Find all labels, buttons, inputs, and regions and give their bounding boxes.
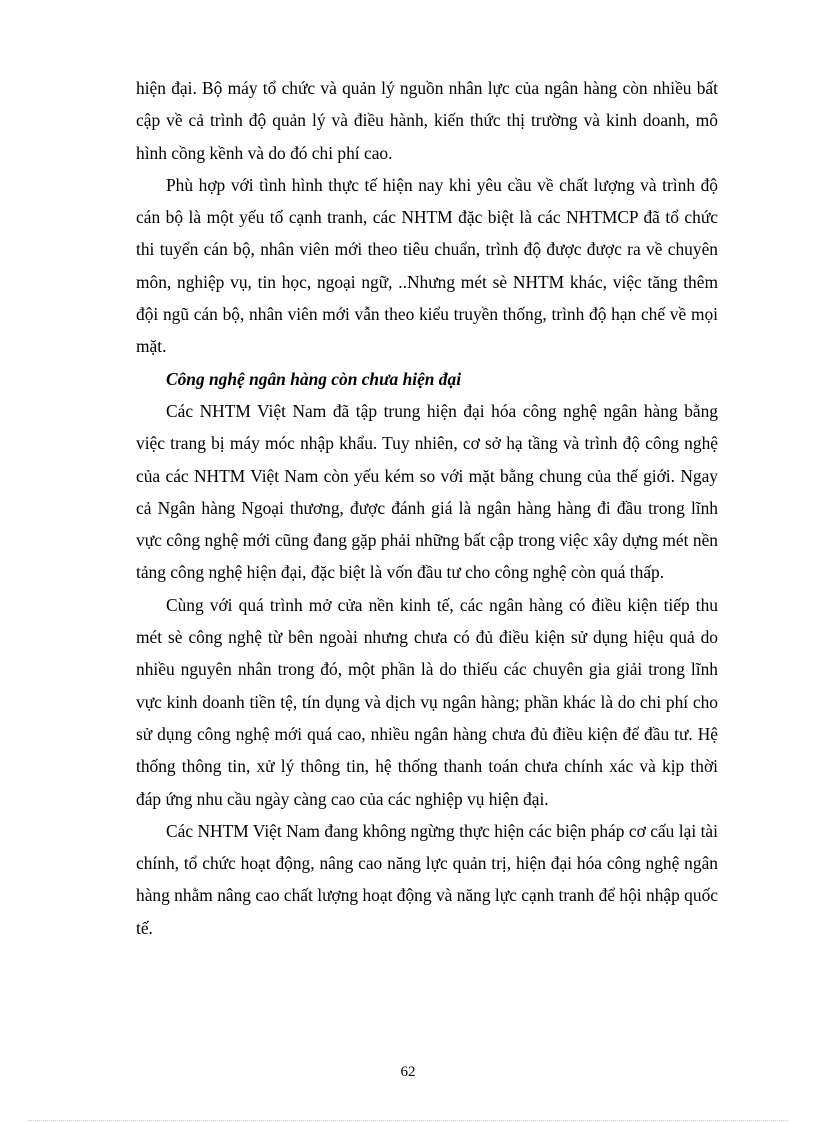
paragraph-restructuring: Các NHTM Việt Nam đang không ngừng thực hiện các biện pháp cơ cấu lại tài chính, tổ chức hoạt động, nâng cao năng lực quản trị, hiện đại hóa công nghệ ngân hàng nhằm nâng cao chất lượng hoạt động và năng lực cạnh tranh để hội nhập quốc tế. — [136, 820, 718, 938]
paragraph-staff-qualification: Phù hợp với tình hình thực tế hiện nay khi yêu cầu về chất lượng và trình độ cán bộ là một yếu tố cạnh tranh, các NHTM đặc biệt là các NHTMCP đã tổ chức thi tuyển cán bộ, nhân viên mới theo tiêu chuẩn, trình độ được được ra về chuyên môn, nghiệp vụ, tin học, ngoại ngữ, ..Nhưng mét sè NHTM khác, việc tăng thêm đội ngũ cán bộ, nhân viên mới vẫn theo kiểu truyền thống, trình độ hạn chế về mọi mặt. — [136, 174, 718, 357]
page-bottom-divider — [28, 1120, 788, 1121]
section-heading-technology: Công nghệ ngân hàng còn chưa hiện đại — [166, 368, 462, 389]
paragraph-continued: hiện đại. Bộ máy tổ chức và quản lý nguồn nhân lực của ngân hàng còn nhiều bất cập về cả trình độ quản lý và điều hành, kiến thức thị trường và kinh doanh, mô hình cồng kềnh và do đó chi phí cao. — [136, 78, 718, 163]
page-number: 62 — [400, 1064, 416, 1080]
page-body — [136, 72, 718, 944]
paragraph-technology-modernization: Các NHTM Việt Nam đã tập trung hiện đại hóa công nghệ ngân hàng bằng việc trang bị máy móc nhập khẩu. Tuy nhiên, cơ sở hạ tầng và trình độ công nghệ của các NHTM Việt Nam còn yếu kém so với mặt bằng chung của thế giới. Ngay cả Ngân hàng Ngoại thương, được đánh giá là ngân hàng hàng đi đầu trong lĩnh vực công nghệ mới cũng đang gặp phải những bất cập trong việc xây dựng mét nền tảng công nghệ hiện đại, đặc biệt là vốn đầu tư cho công nghệ còn quá thấp. — [136, 400, 718, 583]
paragraph-technology-transfer: Cùng với quá trình mở cửa nền kinh tế, các ngân hàng có điều kiện tiếp thu mét sè công nghệ từ bên ngoài nhưng chưa có đủ điều kiện sử dụng hiệu quả do nhiều nguyên nhân trong đó, một phần là do thiếu các chuyên gia giải trong lĩnh vực kinh doanh tiền tệ, tín dụng và dịch vụ ngân hàng; phần khác là do chi phí cho sử dụng công nghệ mới quá cao, nhiều ngân hàng chưa đủ điều kiện để đầu tư. Hệ thống thông tin, xử lý thông tin, hệ thống thanh toán chưa chính xác và kịp thời đáp ứng nhu cầu ngày càng cao của các nghiệp vụ hiện đại. — [136, 594, 718, 809]
